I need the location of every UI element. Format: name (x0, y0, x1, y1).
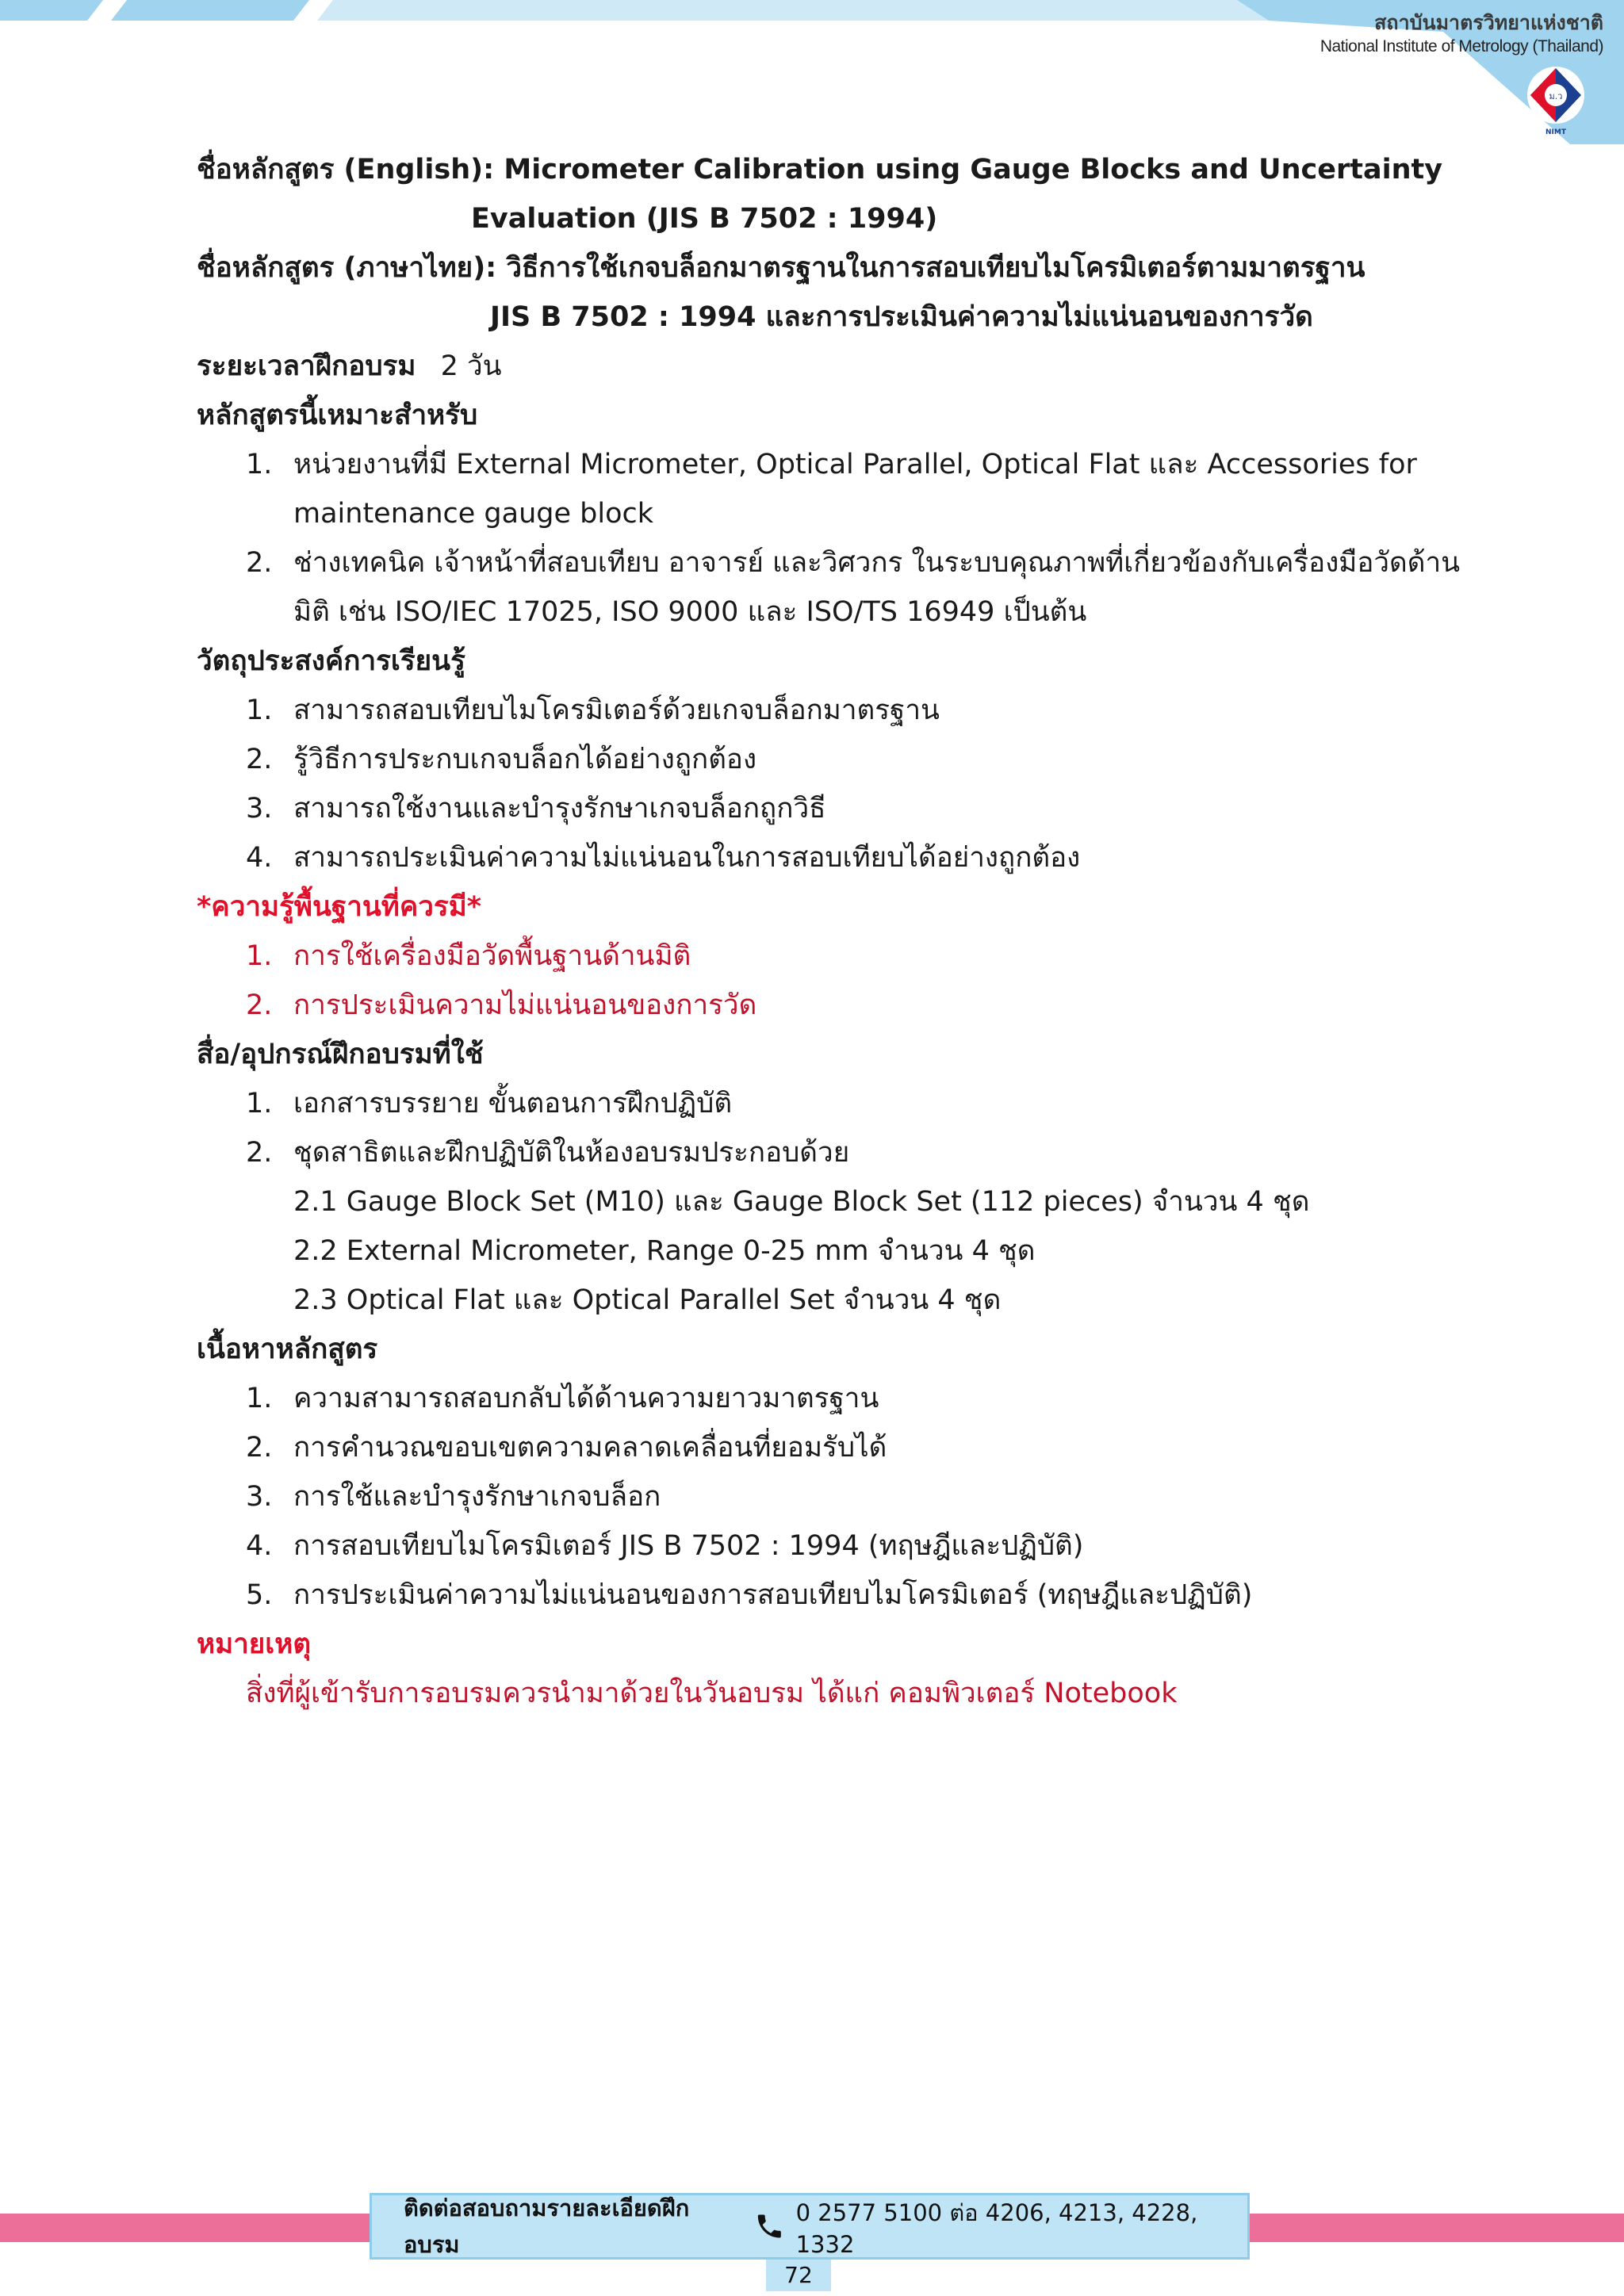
page-number: 72 (766, 2260, 831, 2291)
list-item: 1. หน่วยงานที่มี External Micrometer, Optical Parallel, Optical Flat และ Accessories for (246, 449, 1417, 480)
list-item: 1. การใช้เครื่องมือวัดพื้นฐานด้านมิติ (246, 940, 691, 972)
list-item-continuation: มิติ เช่น ISO/IEC 17025, ISO 9000 และ ISO/TS 16949 เป็นต้น (293, 596, 1087, 628)
list-item: 5. การประเมินค่าความไม่แน่นอนของการสอบเทียบไมโครมิเตอร์ (ทฤษฎีและปฏิบัติ) (246, 1579, 1253, 1611)
svg-text:ม.ว: ม.ว (1549, 91, 1563, 101)
list-item: 1. สามารถสอบเทียบไมโครมิเตอร์ด้วยเกจบล็อกมาตรฐาน (246, 695, 940, 726)
title-en-row (197, 147, 1442, 192)
title-en-line2: Evaluation (JIS B 7502 : 1994) (471, 203, 938, 235)
note-heading: หมายเหตุ (197, 1628, 312, 1660)
title-th-label: ชื่อหลักสูตร (ภาษาไทย): (197, 252, 497, 284)
title-th-line1: วิธีการใช้เกจบล็อกมาตรฐานในการสอบเทียบไมโครมิเตอร์ตามมาตรฐาน (506, 252, 1365, 284)
duration-row (197, 344, 502, 388)
prerequisites-heading: *ความรู้พื้นฐานที่ควรมี* (197, 891, 482, 923)
org-name-thai: สถาบันมาตรวิทยาแห่งชาติ (1374, 11, 1603, 34)
list-item: 1. ความสามารถสอบกลับได้ด้านความยาวมาตรฐาน (246, 1383, 879, 1414)
suitable-heading: หลักสูตรนี้เหมาะสำหรับ (197, 400, 478, 431)
title-th-line2: JIS B 7502 : 1994 และการประเมินค่าความไม่แน่นอนของการวัด (490, 301, 1313, 333)
contact-label: ติดต่อสอบถามรายละเอียดฝึกอบรม (404, 2195, 690, 2258)
objectives-heading: วัตถุประสงค์การเรียนรู้ (197, 645, 465, 677)
list-item: 2. ช่างเทคนิค เจ้าหน้าที่สอบเทียบ อาจารย์ และวิศวกร ในระบบคุณภาพที่เกี่ยวข้องกับเครื่องมือวัดด้าน (246, 547, 1461, 579)
sub-list-item: 2.1 Gauge Block Set (M10) และ Gauge Block Set (112 pieces) จำนวน 4 ชุด (293, 1186, 1310, 1218)
organization-name (1320, 10, 1603, 57)
contact-box (370, 2193, 1250, 2260)
duration-label: ระยะเวลาฝึกอบรม (197, 350, 416, 382)
list-item: 4. สามารถประเมินค่าความไม่แน่นอนในการสอบเทียบได้อย่างถูกต้อง (246, 842, 1081, 874)
title-en-label: ชื่อหลักสูตร (English): (197, 154, 495, 186)
list-item: 3. สามารถใช้งานและบำรุงรักษาเกจบล็อกถูกวิธี (246, 793, 826, 825)
contact-phone: 0 2577 5100 ต่อ 4206, 4213, 4228, 1332 (795, 2199, 1198, 2258)
list-item: 2. การคำนวณขอบเขตความคลาดเคลื่อนที่ยอมรับได้ (246, 1432, 887, 1464)
title-th-row (197, 246, 1365, 290)
nimt-logo-icon (1526, 62, 1586, 136)
list-item: 2. ชุดสาธิตและฝึกปฏิบัติในห้องอบรมประกอบด้วย (246, 1137, 850, 1169)
sub-list-item: 2.3 Optical Flat และ Optical Parallel Set จำนวน 4 ชุด (293, 1284, 1002, 1316)
list-item: 2. การประเมินความไม่แน่นอนของการวัด (246, 989, 757, 1021)
list-item: 4. การสอบเทียบไมโครมิเตอร์ JIS B 7502 : 1994 (ทฤษฎีและปฏิบัติ) (246, 1530, 1084, 1562)
list-item-continuation: maintenance gauge block (293, 498, 654, 530)
duration-value: 2 วัน (440, 350, 502, 382)
media-heading: สื่อ/อุปกรณ์ฝึกอบรมที่ใช้ (197, 1039, 484, 1070)
phone-icon (754, 2210, 785, 2242)
list-item: 2. รู้วิธีการประกบเกจบล็อกได้อย่างถูกต้อง (246, 744, 757, 775)
sub-list-item: 2.2 External Micrometer, Range 0-25 mm จำนวน 4 ชุด (293, 1235, 1036, 1267)
contents-heading: เนื้อหาหลักสูตร (197, 1334, 378, 1365)
list-item: 1. เอกสารบรรยาย ขั้นตอนการฝึกปฏิบัติ (246, 1088, 733, 1119)
title-en-line1: Micrometer Calibration using Gauge Blocks and Uncertainty (504, 154, 1443, 186)
list-item: 3. การใช้และบำรุงรักษาเกจบล็อก (246, 1481, 661, 1513)
logo-label: NIMT (1545, 128, 1566, 136)
org-name-english: National Institute of Metrology (Thailand) (1320, 37, 1603, 55)
note-text: สิ่งที่ผู้เข้ารับการอบรมควรนำมาด้วยในวันอบรม ได้แก่ คอมพิวเตอร์ Notebook (246, 1678, 1178, 1709)
